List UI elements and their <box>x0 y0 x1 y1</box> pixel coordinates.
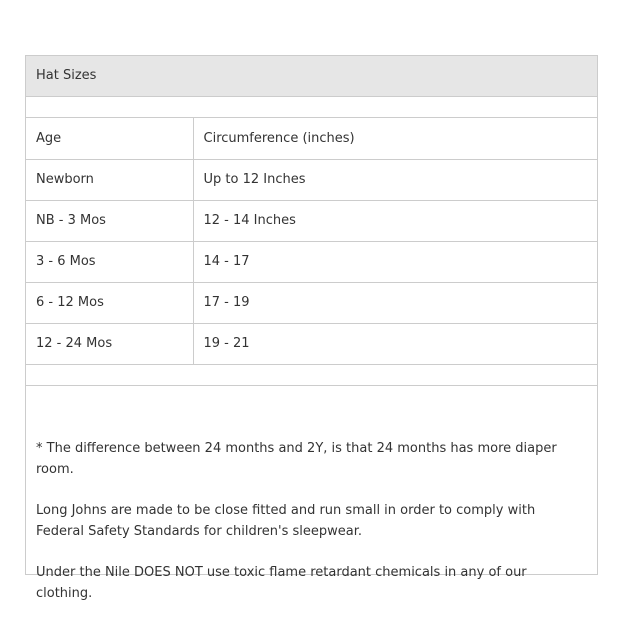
panel-title: Hat Sizes <box>26 56 597 97</box>
table-row <box>26 159 597 200</box>
circumference-cell: 14 - 17 <box>193 241 597 282</box>
notes-section <box>26 386 597 604</box>
circumference-cell: Up to 12 Inches <box>193 159 597 200</box>
size-chart-panel <box>25 55 598 601</box>
flame-retardant-note: Under the Nile DOES NOT use toxic flame retardant chemicals in any of our clothing. <box>36 564 527 601</box>
circumference-cell: 19 - 21 <box>193 323 597 364</box>
age-cell: 12 - 24 Mos <box>26 323 193 364</box>
diaper-room-note: * The difference between 24 months and 2Y, is that 24 months has more diaper room. <box>36 440 557 477</box>
circumference-cell: 17 - 19 <box>193 282 597 323</box>
table-row <box>26 241 597 282</box>
spacer-row-top <box>26 97 597 118</box>
circumference-cell: 12 - 14 Inches <box>193 200 597 241</box>
hat-sizes-table <box>26 118 597 365</box>
age-cell: 6 - 12 Mos <box>26 282 193 323</box>
table-header-row <box>26 118 597 159</box>
long-johns-note: Long Johns are made to be close fitted and run small in order to comply with Federal Safety Standards for children's sleepwear. <box>36 502 536 539</box>
age-cell: Newborn <box>26 159 193 200</box>
column-header-circumference: Circumference (inches) <box>193 118 597 159</box>
age-cell: NB - 3 Mos <box>26 200 193 241</box>
table-row <box>26 323 597 364</box>
column-header-age: Age <box>26 118 193 159</box>
age-cell: 3 - 6 Mos <box>26 241 193 282</box>
table-row <box>26 282 597 323</box>
table-row <box>26 200 597 241</box>
spacer-row-bottom <box>26 365 597 386</box>
